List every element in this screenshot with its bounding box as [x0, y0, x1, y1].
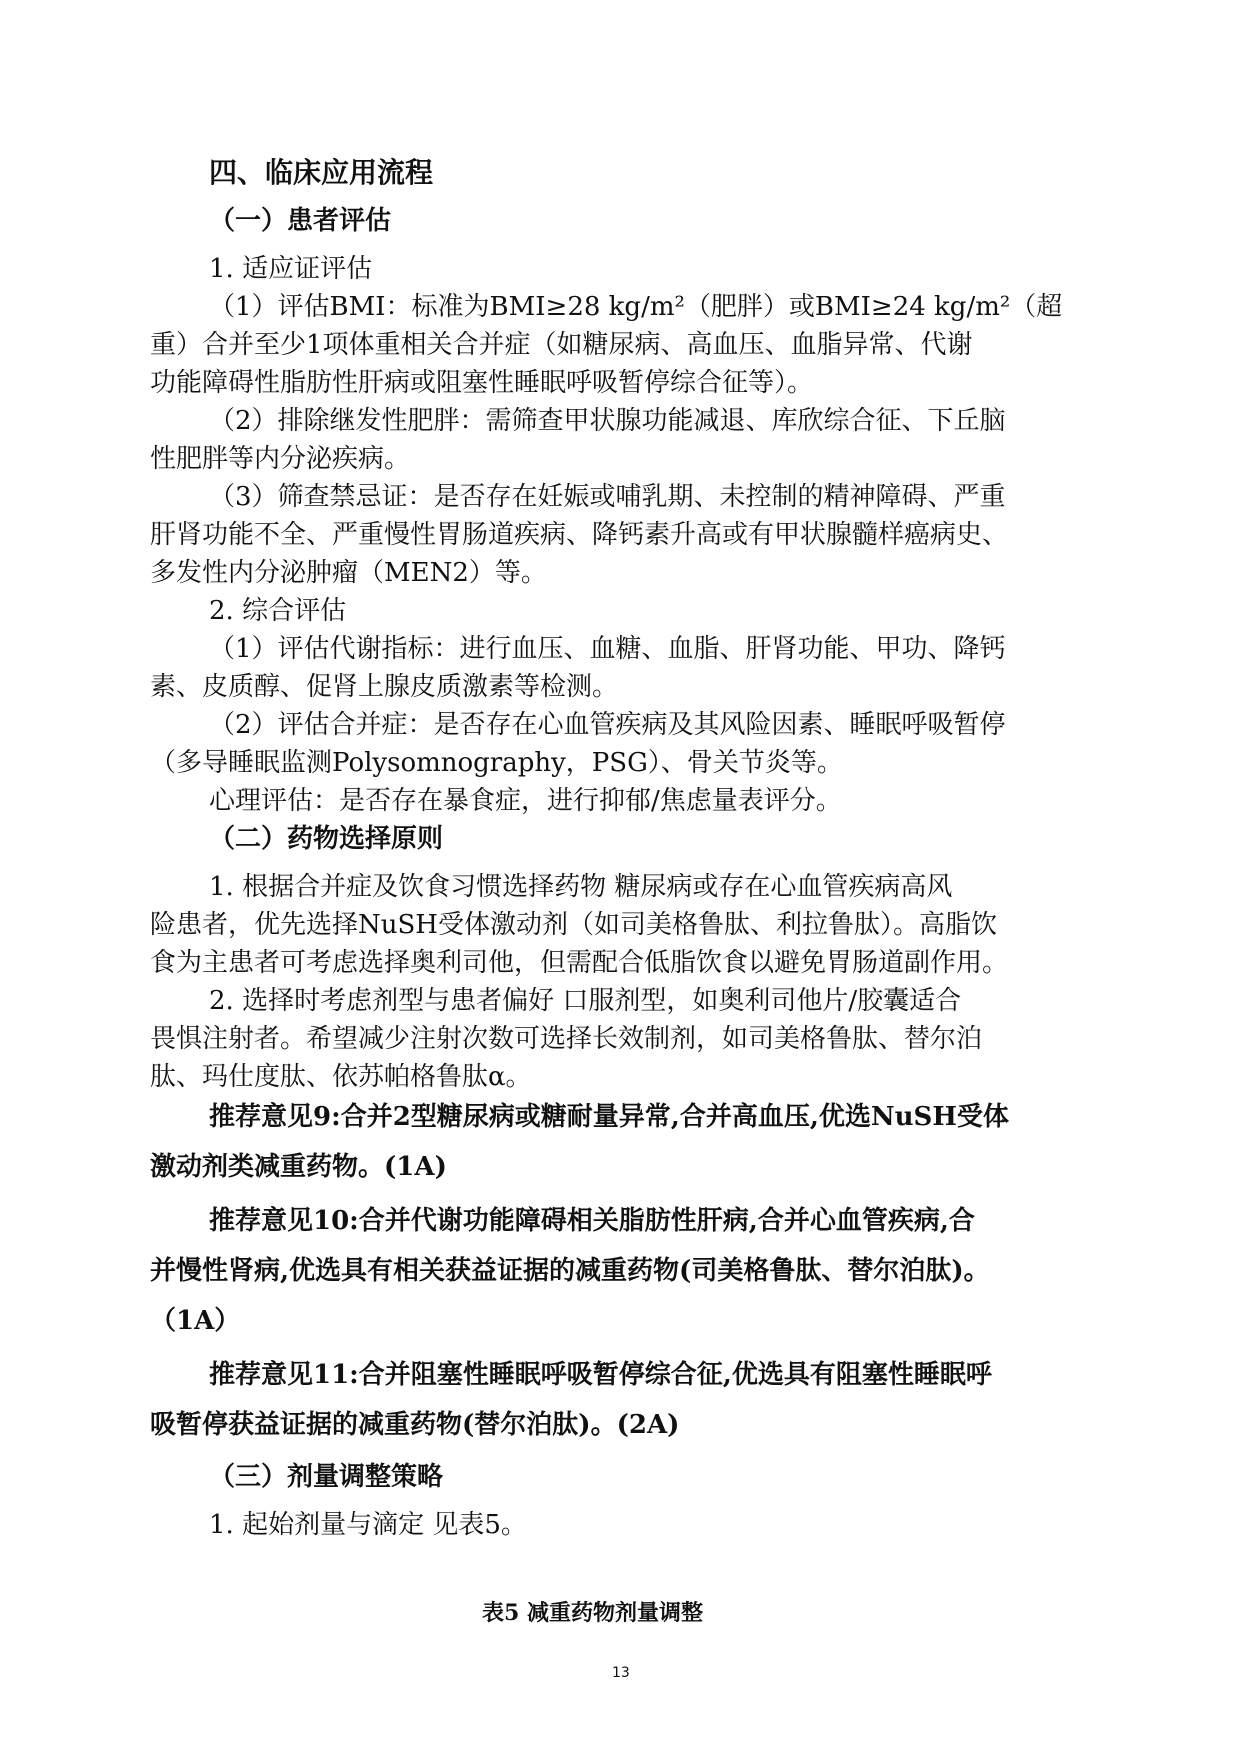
recommendation-9: 推荐意见9:合并2型糖尿病或糖耐量异常,合并高血压,优选NuSH受体 [209, 1102, 1009, 1132]
paragraph-line: 肝肾功能不全、严重慢性胃肠道疾病、降钙素升高或有甲状腺髓样癌病史、 [150, 520, 1009, 550]
paragraph-line: 食为主患者可考虑选择奥利司他，但需配合低脂饮食以避免胃肠道副作用。 [150, 948, 1009, 978]
paragraph-line: （3）筛查禁忌证：是否存在妊娠或哺乳期、未控制的精神障碍、严重 [209, 482, 1006, 512]
section-title: 四、临床应用流程 [209, 156, 434, 189]
paragraph-line: 性肥胖等内分泌疾病。 [150, 444, 411, 474]
recommendation-10-grade: （1A） [150, 1306, 241, 1336]
paragraph-line: （1）评估代谢指标：进行血压、血糖、血脂、肝肾功能、甲功、降钙 [209, 634, 1006, 664]
page-number: 13 [612, 1665, 630, 1681]
paragraph-line: （1）评估BMI：标准为BMI≥28 kg/m²（肥胖）或BMI≥24 kg/m²（超 [209, 292, 1063, 322]
subsection-heading-patient-assessment: （一）患者评估 [209, 206, 392, 236]
paragraph-line: 1. 根据合并症及饮食习惯选择药物 糖尿病或存在心血管疾病高风 [209, 872, 953, 902]
paragraph-line: 素、皮质醇、促肾上腺皮质激素等检测。 [150, 672, 619, 702]
paragraph-line: 心理评估：是否存在暴食症，进行抑郁/焦虑量表评分。 [209, 786, 842, 816]
recommendation-10: 推荐意见10:合并代谢功能障碍相关脂肪性肝病,合并心血管疾病,合 [209, 1206, 975, 1236]
recommendation-9-cont: 激动剂类减重药物。(1A) [150, 1152, 447, 1182]
paragraph-line: 畏惧注射者。希望减少注射次数可选择长效制剂，如司美格鲁肽、替尔泊 [150, 1024, 983, 1054]
subsection-heading-drug-selection: （二）药物选择原则 [209, 824, 444, 854]
paragraph-line: 功能障碍性脂肪性肝病或阻塞性睡眠呼吸暂停综合征等）。 [150, 368, 814, 398]
recommendation-11-cont: 吸暂停获益证据的减重药物(替尔泊肽)。(2A) [150, 1410, 680, 1440]
paragraph-line: 多发性内分泌肿瘤（MEN2）等。 [150, 558, 547, 588]
paragraph-line: （2）排除继发性肥胖：需筛查甲状腺功能减退、库欣综合征、下丘脑 [209, 406, 1006, 436]
paragraph-line: （多导睡眠监测Polysomnography，PSG）、骨关节炎等。 [150, 748, 843, 778]
table-caption: 表5 减重药物剂量调整 [482, 1600, 703, 1626]
paragraph-line: （2）评估合并症：是否存在心血管疾病及其风险因素、睡眠呼吸暂停 [209, 710, 1006, 740]
paragraph-line: 2. 选择时考虑剂型与患者偏好 口服剂型，如奥利司他片/胶囊适合 [209, 986, 962, 1016]
paragraph-line: 肽、玛仕度肽、依苏帕格鲁肽α。 [150, 1062, 532, 1092]
recommendation-10-cont: 并慢性肾病,优选具有相关获益证据的减重药物(司美格鲁肽、替尔泊肽)。 [150, 1256, 990, 1286]
recommendation-11: 推荐意见11:合并阻塞性睡眠呼吸暂停综合征,优选具有阻塞性睡眠呼 [209, 1360, 992, 1390]
paragraph-line: 险患者，优先选择NuSH受体激动剂（如司美格鲁肽、利拉鲁肽）。高脂饮 [150, 910, 997, 940]
subsection-heading-dose-adjustment: （三）剂量调整策略 [209, 1462, 444, 1492]
item-heading-indication: 1. 适应证评估 [209, 254, 373, 284]
paragraph-line: 重）合并至少1项体重相关合并症（如糖尿病、高血压、血脂异常、代谢 [150, 330, 973, 360]
item-heading-comprehensive: 2. 综合评估 [209, 596, 347, 626]
paragraph-line: 1. 起始剂量与滴定 见表5。 [209, 1510, 527, 1540]
